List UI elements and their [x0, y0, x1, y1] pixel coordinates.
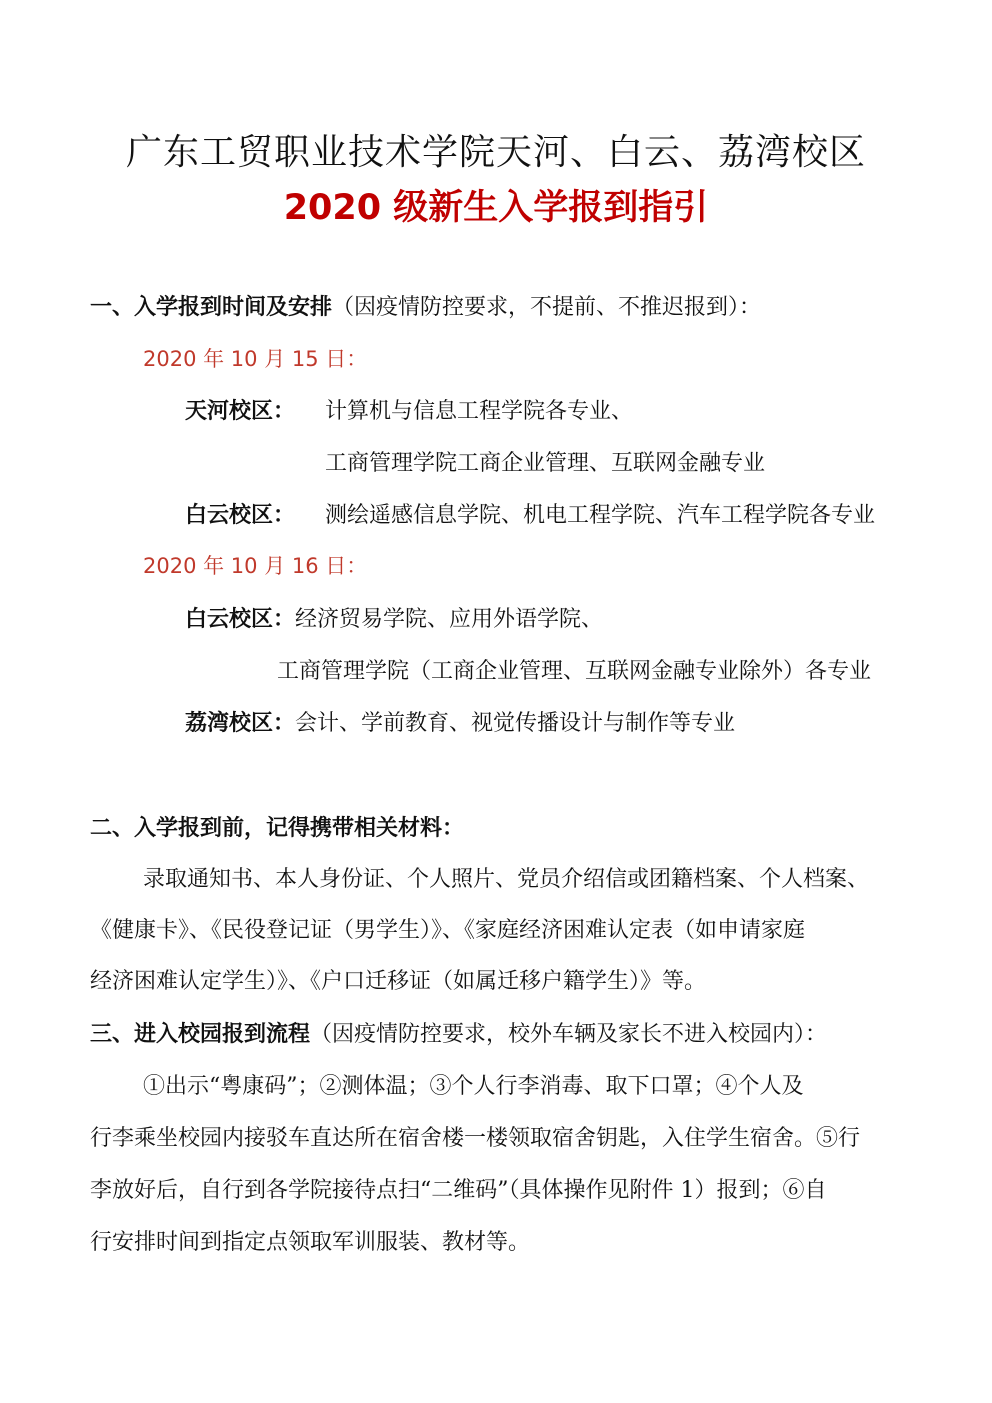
date-oct16: 2020 年 10 月 16 日：	[143, 554, 368, 578]
section3-heading-line	[90, 1017, 827, 1048]
section2-line2: 《健康卡》、《民役登记证（男学生）》、《家庭经济困难认定表（如申请家庭	[90, 918, 806, 943]
date-oct15: 2020 年 10 月 15 日：	[143, 347, 368, 371]
section3-line2: 行李乘坐校园内接驳车直达所在宿舍楼一楼领取宿舍钥匙，入住学生宿舍。⑤行	[90, 1126, 861, 1151]
baiyun2-label: 白云校区：	[185, 607, 296, 632]
liwan-label: 荔湾校区：	[185, 711, 296, 736]
section2-line3: 经济困难认定学生）》、《户口迁移证（如属迁移户籍学生）》等。	[90, 969, 707, 994]
baiyun-label: 白云校区：	[185, 503, 296, 528]
section2-line1: 录取通知书、本人身份证、个人照片、党员介绍信或团籍档案、个人档案、	[143, 867, 870, 892]
baiyun2-line	[185, 602, 603, 633]
baiyun2-line1: 经济贸易学院、应用外语学院、	[295, 607, 604, 632]
section3-line1: ①出示“粤康码”；②测体温；③个人行李消毒、取下口罩；④个人及	[143, 1074, 804, 1099]
section1-note: （因疫情防控要求，不提前、不推迟报到）：	[332, 295, 762, 320]
tianhe-line2: 工商管理学院工商企业管理、互联网金融专业	[325, 451, 766, 476]
document-subtitle: 2020 级新生入学报到指引	[283, 188, 709, 228]
liwan-line1: 会计、学前教育、视觉传播设计与制作等专业	[295, 711, 736, 736]
section1-heading-line	[90, 290, 761, 321]
section3-line3: 李放好后，自行到各学院接待点扫“二维码”（具体操作见附件 1）报到；⑥自	[90, 1178, 827, 1203]
tianhe-label: 天河校区：	[185, 399, 296, 424]
section1-heading: 一、入学报到时间及安排	[90, 295, 333, 320]
liwan-line	[185, 706, 735, 737]
section2-heading: 二、入学报到前，记得携带相关材料：	[90, 816, 465, 841]
section3-note: （因疫情防控要求，校外车辆及家长不进入校园内）：	[310, 1022, 828, 1047]
tianhe-line1: 计算机与信息工程学院各专业、	[325, 399, 634, 424]
baiyun2-line2: 工商管理学院（工商企业管理、互联网金融专业除外）各专业	[277, 659, 872, 684]
document-title: 广东工贸职业技术学院天河、白云、荔湾校区	[125, 132, 866, 173]
section3-line4: 行安排时间到指定点领取军训服装、教材等。	[90, 1230, 531, 1255]
section3-heading: 三、进入校园报到流程	[90, 1022, 311, 1047]
baiyun-line1: 测绘遥感信息学院、机电工程学院、汽车工程学院各专业	[325, 503, 876, 528]
